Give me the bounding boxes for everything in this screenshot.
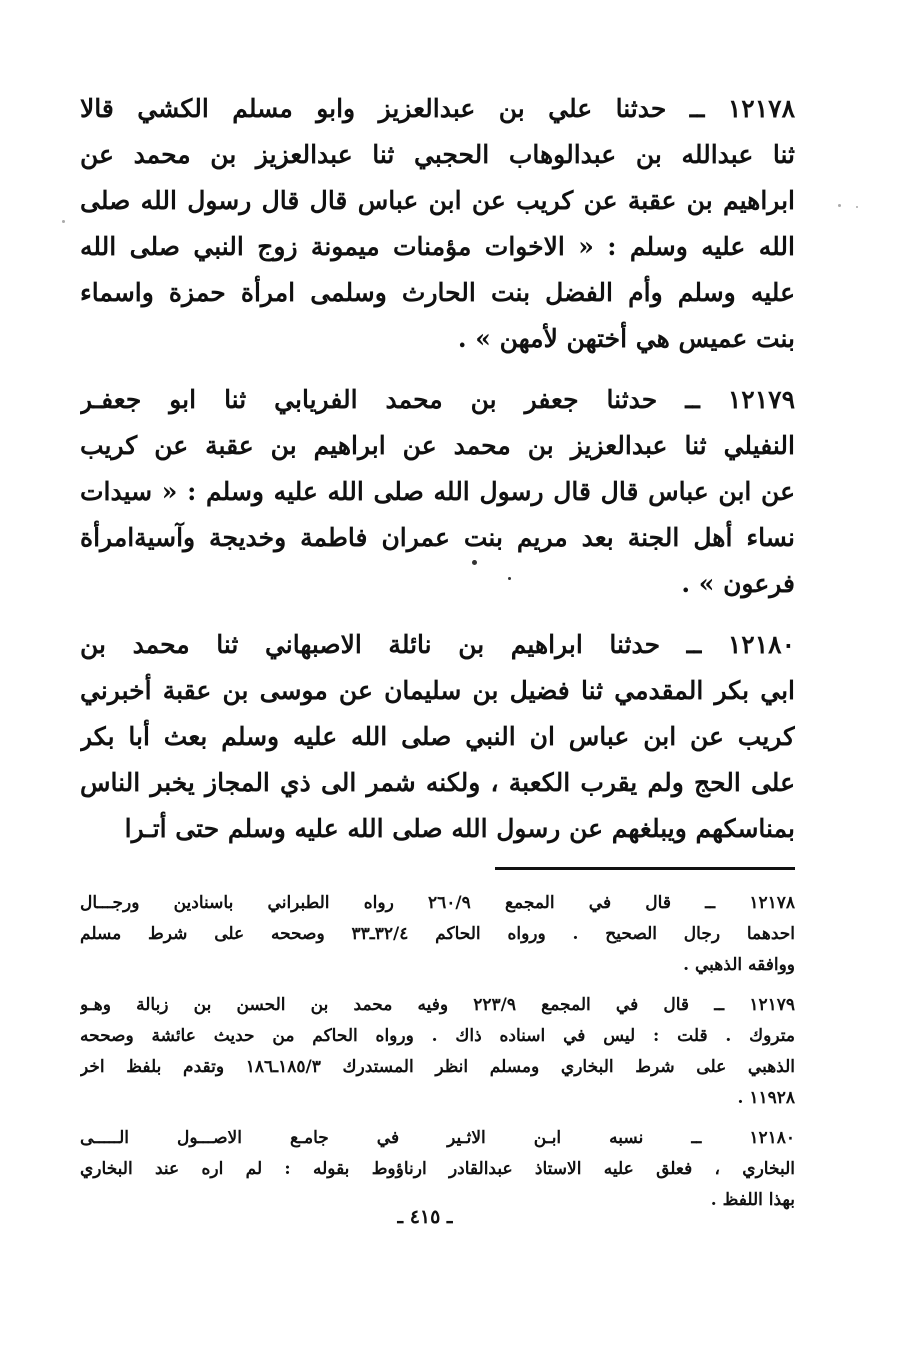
- hadith-list: [80, 86, 795, 852]
- hadith-line: بمناسكهم ويبلغهم عن رسول الله صلى الله عليه وسلم حتى أتـرا: [124, 814, 795, 843]
- hadith-paragraph: [80, 377, 795, 607]
- hadith-line: ابي بكر المقدمي ثنا فضيل بن سليمان عن موسى بن عقبة أخبرني: [80, 676, 795, 705]
- hadith-line: ١٢١٧٩ ــ حدثنا جعفر بن محمد الفريابي ثنا ابو جعفـر: [80, 385, 795, 414]
- hadith-line: نساء أهل الجنة بعد مريم بنت عمران فاطمة وخديجة وآسيةامرأة: [80, 523, 795, 552]
- footnote-line: البخاري ، فعلق عليه الاستاذ عبدالقادر ارناؤوط بقوله : لم اره عند البخاري: [80, 1159, 795, 1179]
- hadith-paragraph: [80, 86, 795, 362]
- hadith-line: الله عليه وسلم : « الاخوات مؤمنات ميمونة زوج النبي صلى الله: [80, 232, 795, 261]
- hadith-line: عن ابن عباس قال قال رسول الله صلى الله عليه وسلم : « سيدات: [80, 477, 795, 506]
- hadith-line: ثنا عبدالله بن عبدالوهاب الحجبي ثنا عبدالعزيز بن محمد عن: [80, 140, 795, 169]
- hadith-paragraph: [80, 622, 795, 852]
- footnote-line: متروك . قلت : ليس في اسناده ذاك . ورواه الحاكم من حديث عائشة وصححه: [80, 1026, 795, 1046]
- footnote-list: [80, 888, 795, 1216]
- hadith-line: ابراهيم بن عقبة عن كريب عن ابن عباس قال قال رسول الله صلى: [80, 186, 795, 215]
- footnote-line: ١١٩٢٨ .: [737, 1088, 795, 1108]
- footnote-line: ووافقه الذهبي .: [683, 955, 795, 975]
- ink-speck: [838, 204, 841, 207]
- footnote-line: الذهبي على شرط البخاري ومسلم انظر المستدرك ١٨٥/٣ـ١٨٦ وتقدم بلفظ اخر: [80, 1057, 795, 1077]
- ink-speck: [62, 220, 65, 223]
- footnote: [80, 1123, 795, 1216]
- footnote-line: بهذا اللفظ .: [710, 1190, 795, 1210]
- hadith-line: بنت عميس هي أختهن لأمهن » .: [457, 324, 795, 353]
- hadith-line: ١٢١٨٠ ــ حدثنا ابراهيم بن نائلة الاصبهاني ثنا محمد بن: [80, 630, 795, 659]
- footnote-divider: [495, 867, 795, 870]
- ink-speck: [508, 577, 511, 580]
- footnote-line: احدهما رجال الصحيح . ورواه الحاكم ٣٢/٤ـ٣٣ وصححه على شرط مسلم: [80, 924, 795, 944]
- hadith-line: على الحج ولم يقرب الكعبة ، ولكنه شمر الى ذي المجاز يخبر الناس: [80, 768, 795, 797]
- footnote-line: ١٢١٧٩ ــ قال في المجمع ٢٢٣/٩ وفيه محمد بن الحسن بن زبالة وهـو: [80, 995, 795, 1015]
- hadith-line: ١٢١٧٨ ــ حدثنا علي بن عبدالعزيز وابو مسلم الكشي قالا: [80, 94, 795, 123]
- footnote-line: ١٢١٨٠ ــ نسبه ابـن الاثـير في جامـع الاصـــول الـــــى: [80, 1128, 795, 1148]
- page-number: ـ ٤١٥ ـ: [397, 1206, 453, 1228]
- footnote: [80, 990, 795, 1114]
- hadith-line: عليه وسلم وأم الفضل بنت الحارث وسلمى امرأة حمزة واسماء: [80, 278, 795, 307]
- footnote-line: ١٢١٧٨ ــ قال في المجمع ٢٦٠/٩ رواه الطبراني باسنادين ورجـــال: [80, 893, 795, 913]
- ink-speck: [856, 206, 858, 208]
- hadith-line: كريب عن ابن عباس ان النبي صلى الله عليه وسلم بعث أبا بكر: [80, 722, 795, 751]
- footnote: [80, 888, 795, 981]
- hadith-line: فرعون » .: [681, 569, 795, 598]
- ink-speck: [472, 560, 477, 565]
- page-body: [80, 86, 795, 1225]
- hadith-line: النفيلي ثنا عبدالعزيز بن محمد عن ابراهيم بن عقبة عن كريب: [80, 431, 795, 460]
